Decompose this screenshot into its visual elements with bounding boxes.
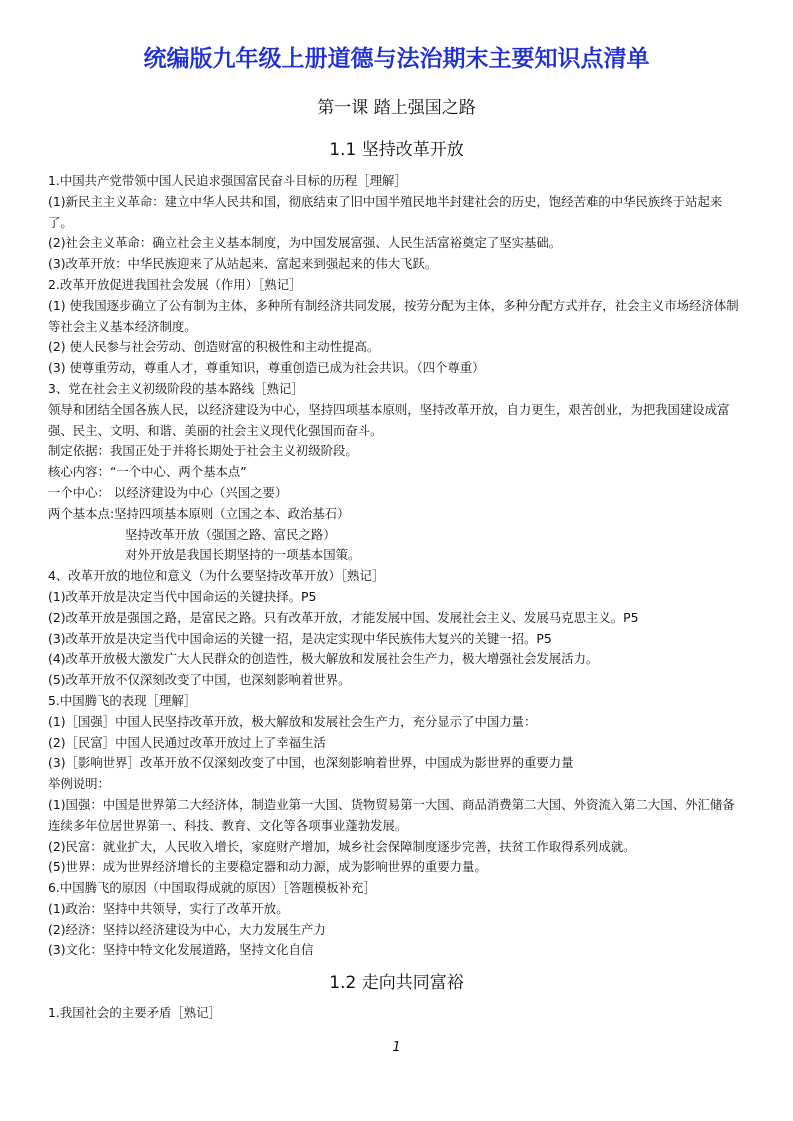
text-line: (3)文化：坚持中特文化发展道路，坚持文化自信 [48, 942, 314, 958]
text-line: (3)［影响世界］改革开放不仅深刻改变了中国，也深刻影响着世界，中国成为影世界的重要力量 [48, 755, 574, 771]
section-heading-1: 1.1 坚持改革开放 [329, 140, 464, 160]
text-line: (2)［民富］中国人民通过改革开放过上了幸福生活 [48, 734, 326, 750]
text-line: (4)改革开放极大激发广大人民群众的创造性，极大解放和发展社会生产力，极大增强社会发展活力。 [48, 651, 599, 667]
text-line: (3)改革开放是决定当代中国命运的关键一招，是决定实现中华民族伟大复兴的关键一招。P5 [48, 630, 552, 646]
text-line: (1)改革开放是决定当代中国命运的关键抉择。P5 [48, 588, 317, 604]
text-line: 1.中国共产党带领中国人民追求强国富民奋斗目标的历程［理解］ [48, 173, 407, 188]
text-line: (2)民富：就业扩大，人民收入增长，家庭财产增加，城乡社会保障制度逐步完善，扶贫工作取得系列成就。 [48, 838, 636, 854]
page-number: 1 [392, 1040, 401, 1055]
text-line: 制定依据：我国正处于并将长期处于社会主义初级阶段。 [48, 443, 358, 459]
lesson-heading: 第一课 踏上强国之路 [317, 98, 476, 118]
text-line: 4、改革开放的地位和意义（为什么要坚持改革开放）［熟记］ [48, 568, 385, 584]
text-line: 3、党在社会主义初级阶段的基本路线［熟记］ [48, 380, 304, 396]
text-line: 对外开放是我国长期坚持的一项基本国策。 [125, 547, 361, 563]
text-line: 一个中心： 以经济建设为中心（兴国之要） [48, 484, 288, 500]
text-line: 领导和团结全国各族人民，以经济建设为中心，坚持四项基本原则，坚持改革开放，自力更生，艰苦创业，为把我国建设成富强、民主、文明、和谐、美丽的社会主义现代化强国而奋斗。 [48, 401, 730, 438]
text-line: (2)社会主义革命：确立社会主义基本制度，为中国发展富强、人民生活富裕奠定了坚实基础。 [48, 235, 562, 251]
text-line: 6.中国腾飞的原因（中国取得成就的原因）［答题模板补充］ [48, 880, 376, 896]
text-line: (1)政治：坚持中共领导，实行了改革开放。 [48, 900, 289, 916]
text-line: 举例说明： [48, 776, 110, 792]
text-line: (3) 使尊重劳动，尊重人才，尊重知识，尊重创造已成为社会共识。（四个尊重） [48, 360, 485, 376]
text-line: (2)经济：坚持以经济建设为中心，大力发展生产力 [48, 921, 326, 937]
text-line: (2)改革开放是强国之路，是富民之路。只有改革开放，才能发展中国、发展社会主义、发展马克思主义。P5 [48, 609, 639, 625]
text-line: 1.我国社会的主要矛盾［熟记］ [48, 1005, 221, 1020]
text-line: (3)改革开放：中华民族迎来了从站起来、富起来到强起来的伟大飞跃。 [48, 256, 438, 272]
text-line: 坚持改革开放（强国之路、富民之路） [125, 526, 336, 542]
text-line: (1)新民主主义革命：建立中华人民共和国，彻底结束了旧中国半殖民地半封建社会的历史，饱经苦难的中华民族终于站起来了。 [48, 193, 723, 230]
content-body [48, 171, 743, 961]
text-line: 2.改革开放促进我国社会发展（作用）［熟记］ [48, 276, 302, 292]
text-line: (2) 使人民参与社会劳动、创造财富的积极性和主动性提高。 [48, 339, 380, 355]
text-line: (5)世界：成为世界经济增长的主要稳定器和动力源，成为影响世界的重要力量。 [48, 859, 487, 875]
text-line: (1)［国强］中国人民坚持改革开放，极大解放和发展社会生产力，充分显示了中国力量： [48, 713, 537, 729]
text-line: 两个基本点:坚持四项基本原则（立国之本、政治基石） [48, 505, 350, 521]
text-line: 核心内容：“一个中心、两个基本点” [48, 464, 247, 480]
document-title: 统编版九年级上册道德与法治期末主要知识点清单 [143, 46, 650, 72]
text-line: 5.中国腾飞的表现［理解］ [48, 692, 197, 708]
text-line: (1) 使我国逐步确立了公有制为主体，多种所有制经济共同发展，按劳分配为主体，多种分配方式并存，社会主义市场经济体制等社会主义基本经济制度。 [48, 297, 739, 334]
text-line: (1)国强：中国是世界第二大经济体，制造业第一大国、货物贸易第一大国、商品消费第二大国、外资流入第二大国、外汇储备连续多年位居世界第一、科技、教育、文化等各项事业蓬勃发展。 [48, 796, 735, 833]
section-heading-2: 1.2 走向共同富裕 [329, 973, 464, 993]
text-line: (5)改革开放不仅深刻改变了中国，也深刻影响着世界。 [48, 672, 351, 688]
